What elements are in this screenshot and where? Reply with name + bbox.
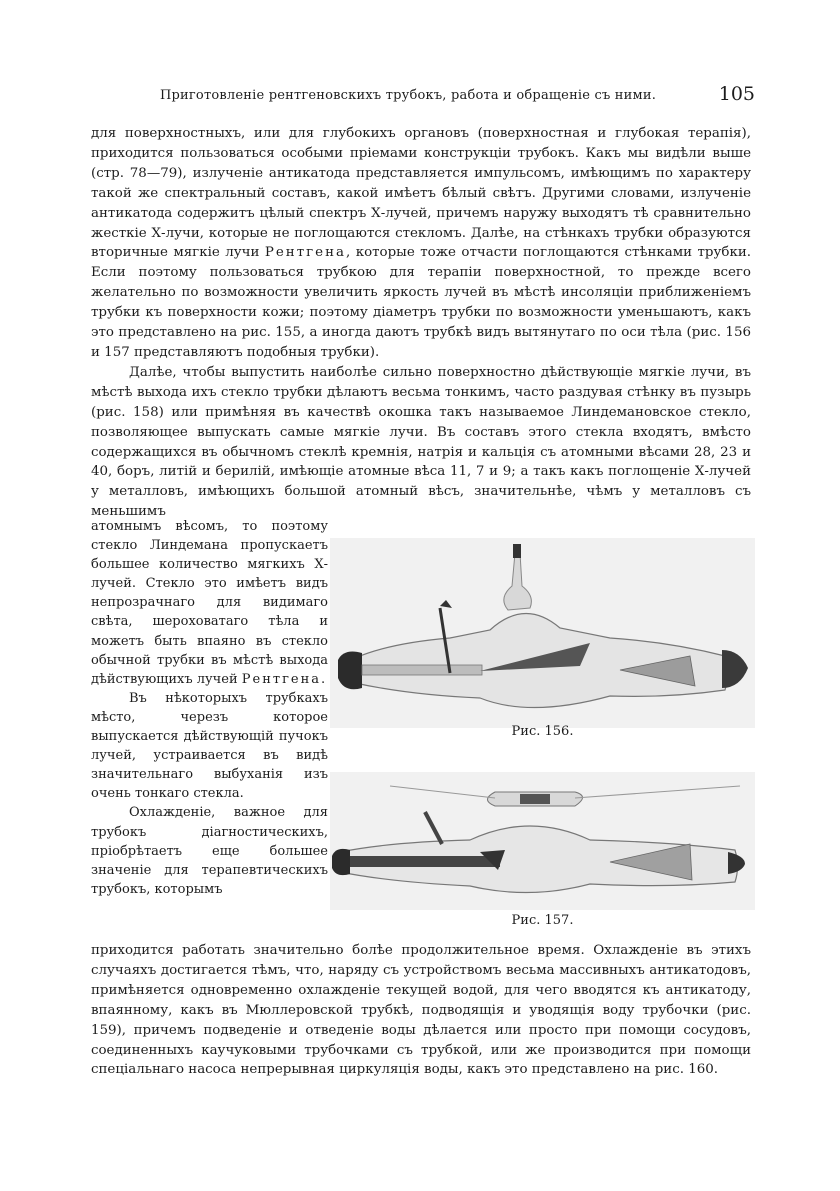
body-text-side-column: [91, 517, 328, 899]
paragraph-4-start: Охлажденіе, важное для трубокъ діагностическихъ, пріобрѣтаетъ еще большее значеніе для терапевтическихъ трубокъ, которымъ: [91, 805, 328, 897]
figure-156-xray-tube: [330, 538, 755, 728]
paragraph-4-end: приходится работать значительно болѣе продолжительное время. Охлажденіе въ этихъ случаяхъ достигается тѣмъ, что, наряду съ устройствомъ весьма массивныхъ антикатодовъ, примѣняется одновременно охлажденіе текущей водой, для чего вводятся къ антикатоду, впаянному, какъ въ Мюллеровской трубкѣ, подводящія и уводящія воду трубочки (рис. 159), причемъ подведеніе и отведеніе воды дѣлается или просто при помощи сосудовъ, соединенныхъ каучуковыми трубочками съ трубкой, или же производится при помощи спеціальнаго насоса непрерывная циркуляція воды, какъ это представлено на рис. 160.: [91, 943, 751, 1078]
figure-156-caption: Рис. 156.: [511, 724, 574, 739]
page-header: [155, 83, 755, 106]
figure-157-caption: Рис. 157.: [511, 913, 574, 928]
paragraph-2: Далѣе, чтобы выпустить наиболѣе сильно поверхностно дѣйствующіе мягкіе лучи, въ мѣстѣ выхода ихъ стекло трубки дѣлаютъ весьма тонкимъ, часто раздувая стѣнку въ пузырь (рис. 158) или примѣняя въ качествѣ окошка такъ называемое Линдемановское стекло, позволяющее выпускать самые мягкіе лучи. Въ составъ этого стекла входятъ, вмѣсто содержащихся въ обычномъ стеклѣ кремнія, натрія и кальція съ атомными вѣсами 28, 23 и 40, боръ, литій и берилій, имѣющіе атомные вѣса 11, 7 и 9; а такъ какъ поглощеніе Х-лучей у металловъ, имѣющихъ большой атомный вѣсъ, значительнѣе, чѣмъ у металловъ съ меньшимъ: [91, 364, 751, 520]
paragraph-3: Въ нѣкоторыхъ трубкахъ мѣсто, черезъ которое выпускается дѣйствующій пучокъ лучей, устраивается въ видѣ значительнаго выбуханія изъ очень тонкаго стекла.: [91, 690, 328, 802]
author-name: Рентгена: [241, 671, 321, 687]
page-number: 105: [718, 83, 755, 105]
figure-157-xray-tube: [330, 772, 755, 910]
paragraph-2-continued: атомнымъ вѣсомъ, то поэтому стекло Линдемана пропускаетъ большее количество мягкихъ Х-лучей. Стекло это имѣетъ видъ непрозрачнаго для видимаго свѣта, шероховатаго тѣла и можетъ быть впаяно въ стекло обычной трубки въ мѣстѣ выхода дѣйствующихъ лучей Рентгена.: [91, 519, 328, 687]
body-text-bottom: [91, 941, 751, 1080]
paragraph-1: для поверхностныхъ, или для глубокихъ органовъ (поверхностная и глубокая терапія), приходится пользоваться особыми пріемами конструкціи трубокъ. Какъ мы видѣли выше (стр. 78—79), излученіе антикатода представляется импульсомъ, имѣющимъ по характеру такой же спектральный составъ, какой имѣетъ бѣлый свѣтъ. Другими словами, излученіе антикатода содержитъ цѣлый спектръ Х-лучей, причемъ наружу выходятъ тѣ сравнительно жесткіе Х-лучи, которые не поглощаются стекломъ. Далѣе, на стѣнкахъ трубки образуются вторичные мягкіе лучи Рентгена, которые тоже отчасти поглощаются стѣнками трубки. Если поэтому пользоваться трубкою для терапіи поверхностной, то прежде всего желательно по возможности увеличить яркость лучей въ мѣстѣ инсоляціи приближеніемъ трубки къ поверхности кожи; поэтому діаметръ трубки по возможности уменьшаютъ, какъ это представлено на рис. 155, а иногда даютъ трубкѣ видъ вытянутаго по оси тѣла (рис. 156 и 157 представляютъ подобныя трубки).: [91, 126, 751, 360]
body-text-top: [91, 124, 751, 522]
author-name: Рентгена: [264, 245, 346, 261]
running-title: Приготовленіе рентгеновскихъ трубокъ, работа и обращеніе съ ними.: [160, 88, 657, 103]
